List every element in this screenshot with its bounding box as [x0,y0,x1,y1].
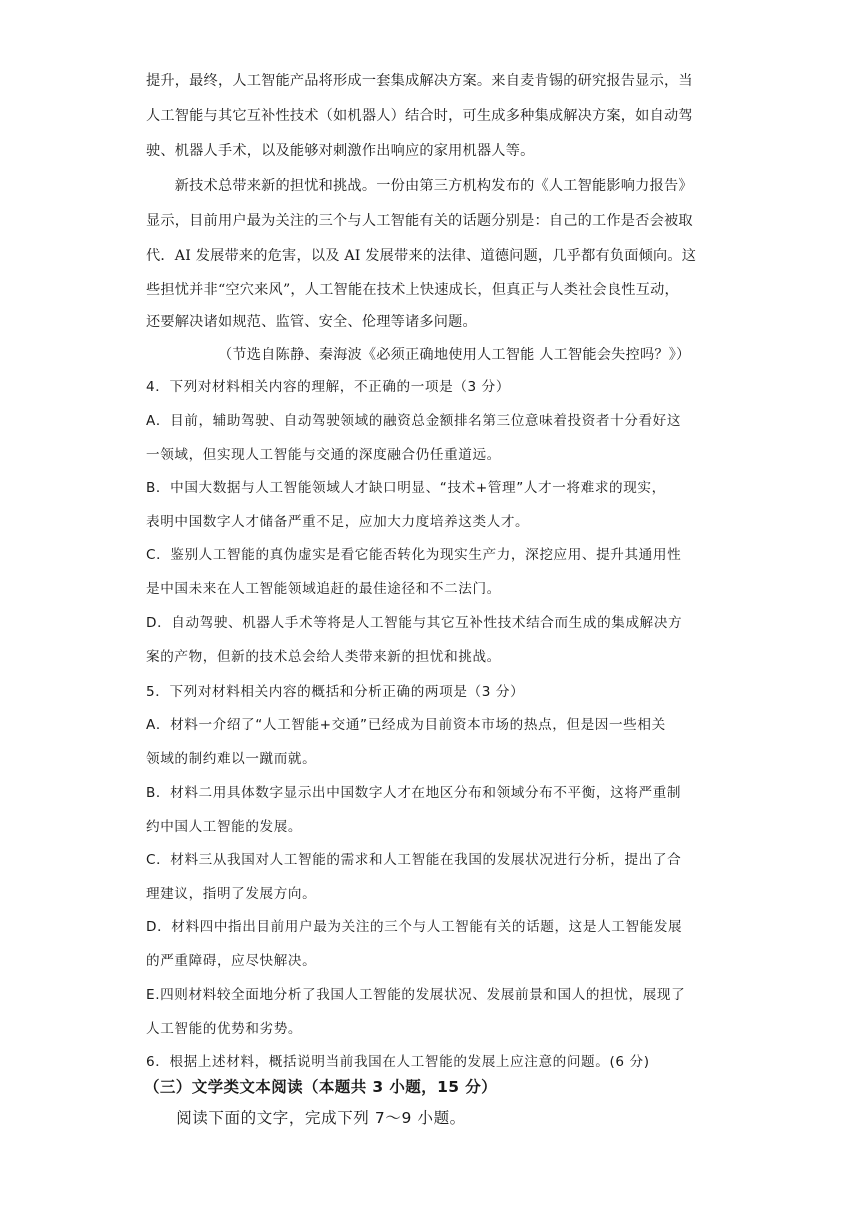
q4-option-c: C．鉴别人工智能的真伪虚实是看它能否转化为现实生产力，深挖应用、提升其通用性 [146,547,682,563]
q5-option-c: C．材料三从我国对人工智能的需求和人工智能在我国的发展状况进行分析，提出了合 [146,852,682,868]
material-line: 还要解决诸如规范、监管、安全、伦理等诸多问题。 [146,314,477,330]
question-5-stem: 5．下列对材料相关内容的概括和分析正确的两项是（3 分） [146,684,525,700]
q5-option-b: B．材料二用具体数字显示出中国数字人才在地区分布和领域分布不平衡，这将严重制 [146,785,682,801]
section-heading: （三）文学类文本阅读（本题共 3 小题，15 分） [144,1078,498,1096]
q5-option-b-cont: 约中国人工智能的发展。 [146,819,303,835]
material-line: 些担忧并非“空穴来风”，人工智能在技术上快速成长，但真正与人类社会良性互动， [146,282,679,298]
q4-option-b-cont: 表明中国数字人才储备严重不足，应加大力度培养这类人才。 [146,514,530,530]
q5-option-c-cont: 理建议，指明了发展方向。 [146,886,317,902]
q5-option-d-cont: 的严重障碍，应尽快解决。 [146,953,317,969]
q4-option-a-cont: 一领域，但实现人工智能与交通的深度融合仍任重道远。 [146,447,501,463]
material-line: 人工智能与其它互补性技术（如机器人）结合时，可生成多种集成解决方案，如自动驾 [146,108,693,124]
material-line: 驶、机器人手术，以及能够对刺激作出响应的家用机器人等。 [146,143,535,159]
material-line: 代．AI 发展带来的危害，以及 AI 发展带来的法律、道德问题，几乎都有负面倾向。这 [146,248,697,264]
q5-option-e-cont: 人工智能的优势和劣势。 [146,1021,303,1037]
question-4-stem: 4．下列对材料相关内容的理解，不正确的一项是（3 分） [146,379,511,395]
source-citation: （节选自陈静、秦海波《必须正确地使用人工智能 人工智能会失控吗？》） [218,347,691,363]
q4-option-b: B．中国大数据与人工智能领域人才缺口明显、“技术+管理”人才一将难求的现实， [146,480,666,496]
q4-option-c-cont: 是中国未来在人工智能领域追赶的最佳途径和不二法门。 [146,581,501,597]
section-instruction: 阅读下面的文字，完成下列 7～9 小题。 [144,1109,466,1127]
q5-option-e: E.四则材料较全面地分析了我国人工智能的发展状况、发展前景和国人的担忧，展现了 [146,987,686,1003]
q5-option-d: D．材料四中指出目前用户最为关注的三个与人工智能有关的话题，这是人工智能发展 [146,919,683,935]
q5-option-a-cont: 领域的制约难以一蹴而就。 [146,751,317,767]
q4-option-a: A．目前，辅助驾驶、自动驾驶领域的融资总金额排名第三位意味着投资者十分看好这 [146,413,682,429]
material-line: 提升，最终，人工智能产品将形成一套集成解决方案。来自麦肯锡的研究报告显示，当 [146,73,693,89]
material-line: 新技术总带来新的担忧和挑战。一份由第三方机构发布的《人工智能影响力报告》 [146,178,693,194]
q5-option-a: A．材料一介绍了“人工智能+交通”已经成为目前资本市场的热点，但是因一些相关 [146,717,666,733]
question-6-stem: 6．根据上述材料，概括说明当前我国在人工智能的发展上应注意的问题。(6 分) [146,1054,650,1070]
q4-option-d-cont: 案的产物，但新的技术总会给人类带来新的担忧和挑战。 [146,649,501,665]
q4-option-d: D．自动驾驶、机器人手术等将是人工智能与其它互补性技术结合而生成的集成解决方 [146,615,683,631]
material-line: 显示，目前用户最为关注的三个与人工智能有关的话题分别是：自己的工作是否会被取 [146,213,693,229]
